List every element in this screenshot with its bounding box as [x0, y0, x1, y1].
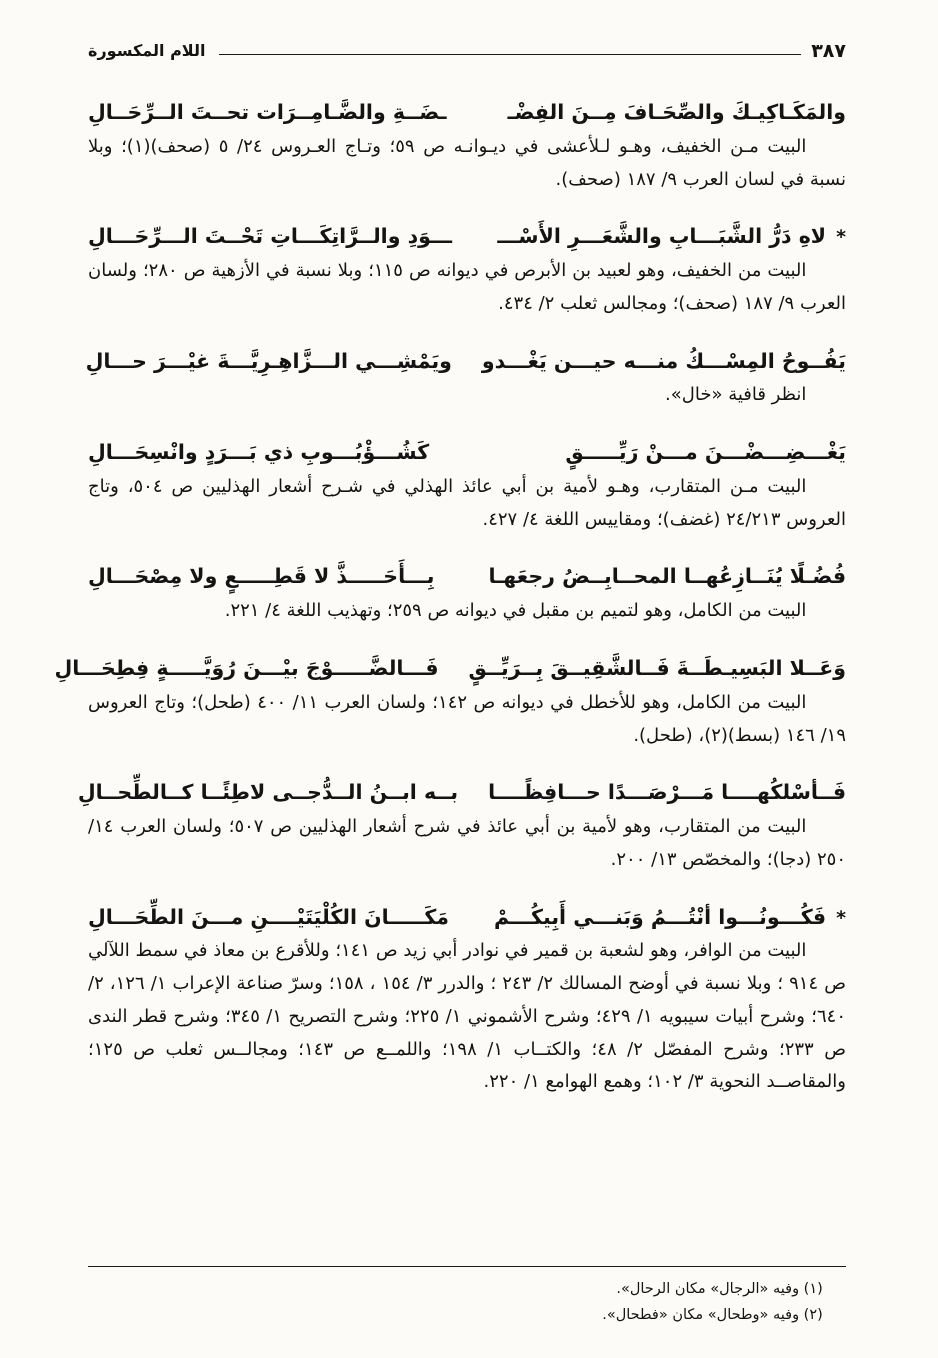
hemistich-first: والمَكَـاكِيـكَ والصِّحَـافَ مِــنَ الفِضْـ	[507, 100, 846, 124]
hemistich-first: فَكُـــونُـــوا أنْتُـــمُ وَبَنـــي أَبِيكُـــمْ	[493, 904, 827, 929]
verse-entry	[77, 768, 846, 882]
verse-entry	[88, 212, 846, 326]
verse-line	[88, 220, 846, 253]
hemistich-first: وَعَــلا البَسِيـطَــةَ فَــالشَّقِيــقَ بِــرَيِّــقٍ	[468, 655, 846, 680]
page-header	[88, 40, 846, 62]
hemistich-second: ـضَــةِ والضَّـامِــرَات تحــتَ الــرِّحَــالِ	[88, 100, 447, 124]
verse-commentary: البيت مـن المتقارب، وهـو لأمية بن أبي عائذ الهذلي في شـرح أشعار الهذليين ص ٥٠٤، وتاج العروس ٢٤/٢١٣ (غضف)؛ ومقاييس اللغة ٤/ ٤٢٧.	[88, 475, 846, 530]
running-head-title: اللام المكسورة	[88, 41, 206, 60]
verse-entry	[88, 552, 846, 634]
verse-entry	[88, 893, 846, 1106]
footnote: (١) وفيه «الرجال» مكان الرحال».	[616, 1280, 823, 1297]
verse-line	[77, 776, 846, 809]
verse-line	[88, 901, 846, 934]
verse-line	[54, 652, 846, 685]
verse-entry	[85, 337, 846, 419]
verse-commentary: البيت من الكامل، وهو لتميم بن مقبل في ديوانه ص ٢٥٩؛ وتهذيب اللغة ٤/ ٢٢١.	[224, 600, 807, 622]
hemistich-second: بــه ابــنُ الــدُّجــى لاطِئًــا كــالطِّحــالِ	[77, 780, 459, 805]
hemistich-second: كَشُـــؤْبُـــوبِ ذي بَـــرَدٍ وانْسِحَـــالِ	[88, 440, 430, 465]
verse-entry	[88, 428, 846, 542]
hemistich-second: فَـــالضَّـــــوْجَ بيْـــنَ رُوَيَّـــــةٍ فِطِحَـــالِ	[54, 655, 439, 680]
verse-entry	[54, 644, 846, 758]
footnote: (٢) وفيه «وطحال» مكان «فطحال».	[602, 1306, 823, 1323]
verse-line	[88, 436, 846, 469]
page-number: ٣٨٧	[811, 40, 846, 62]
verse-line	[85, 345, 846, 378]
hemistich-second: بِـــأَحَـــــذَّ لا قَطِـــــعٍ ولا مِصْحَـــالِ	[88, 564, 435, 589]
verse-line	[88, 96, 846, 129]
verse-commentary: البيت من الخفيف، وهو لعبيد بن الأبرص في ديوانه ص ١١٥؛ وبلا نسبة في الأزهية ص ٢٨٠؛ ولسان العرب ٩/ ١٨٧ (صحف)؛ ومجالس ثعلب ٢/ ٤٣٤.	[88, 260, 846, 314]
star-marker: *	[836, 226, 846, 249]
footnotes-section	[88, 1266, 846, 1328]
hemistich-second: مَكَـــــانَ الكُلْيَتَيْــــنِ مـــنَ الطِّحَـــالِ	[88, 904, 449, 929]
hemistich-second: ـــوَدِ والــرَّاتِكَـــاتِ تَحْــتَ الـــرِّحَـــالِ	[88, 224, 452, 249]
verse-commentary: البيت من المتقارب، وهو لأمية بن أبي عائذ في شرح أشعار الهذليين ص ٥٠٧؛ ولسان العرب ١٤/ ٢٥٠ (دجا)؛ والمخصّص ١٣/ ٢٠٠.	[88, 816, 846, 870]
hemistich-first: لاهِ دَرُّ الشَّبَـــابِ والشَّعَـــرِ الأَسْـــ	[497, 224, 827, 249]
hemistich-first: فَــأسْلكُهــــا مَـــرْصَـــدًا حـــافِظًــــا	[488, 780, 846, 805]
verse-entry	[88, 88, 846, 202]
verse-commentary: انظر قافية «خال».	[665, 384, 807, 406]
hemistich-first: يَفُــوحُ المِسْـــكُ منـــه حيـــن يَغْـــدو	[481, 348, 846, 373]
star-marker: *	[836, 906, 846, 929]
hemistich-first: فُضُـلًا يُنَــازِعُهــا المحــابِــضُ رجعَهـا	[488, 564, 846, 589]
verse-line	[88, 560, 846, 593]
verse-commentary: البيت من الوافر، وهو لشعبة بن قمير في نوادر أبي زيد ص ١٤١؛ وللأقرع بن معاذ في سمط اللآلي ص ٩١٤ ؛ وبلا نسبة في أوضح المسالك ٢/ ٢٤٣ ؛ والدرر ٣/ ١٥٤ ، ١٥٨؛ وسرّ صناعة الإعراب ١/ ١٢٦، ٢/ ٦٤٠؛ وشرح أبيات سيبويه ١/ ٤٢٩؛ وشرح الأشموني ١/ ٢٢٥؛ وشرح التصريح ١/ ٣٤٥؛ وشرح قطر الندى ص ٢٣٣؛ وشرح المفصّل ٢/ ٤٨؛ والكتــاب ١/ ١٩٨؛ واللمــع ص ١٤٣؛ ومجالــس ثعلب ص ١٢٥؛ والمقاصــد النحوية ٣/ ١٠٢؛ وهمع الهوامع ١/ ٢٢٠.	[88, 940, 846, 1093]
verse-commentary: البيت مـن الخفيف، وهـو لـلأعشى في ديـوانـه ص ٥٩؛ وتـاج العـروس ٢٤/ ٥ (صحف)(١)؛ وبلا نسبة في لسان العرب ٩/ ١٨٧ (صحف).	[88, 135, 846, 190]
verse-commentary: البيت من الكامل، وهو للأخطل في ديوانه ص ١٤٢؛ ولسان العرب ١١/ ٤٠٠ (طحل)؛ وتاج العروس ١٩/ ١٤٦ (بسط)(٢)، (طحل).	[88, 691, 846, 746]
header-rule	[219, 54, 801, 55]
hemistich-first: يَغْـــضِـــضْـــنَ مـــنْ رَيِّـــــقٍ	[565, 440, 846, 465]
hemistich-second: ويَمْشِـــي الـــزَّاهِـرِيَّـــةَ غيْـــرَ حـــالِ	[85, 348, 452, 373]
